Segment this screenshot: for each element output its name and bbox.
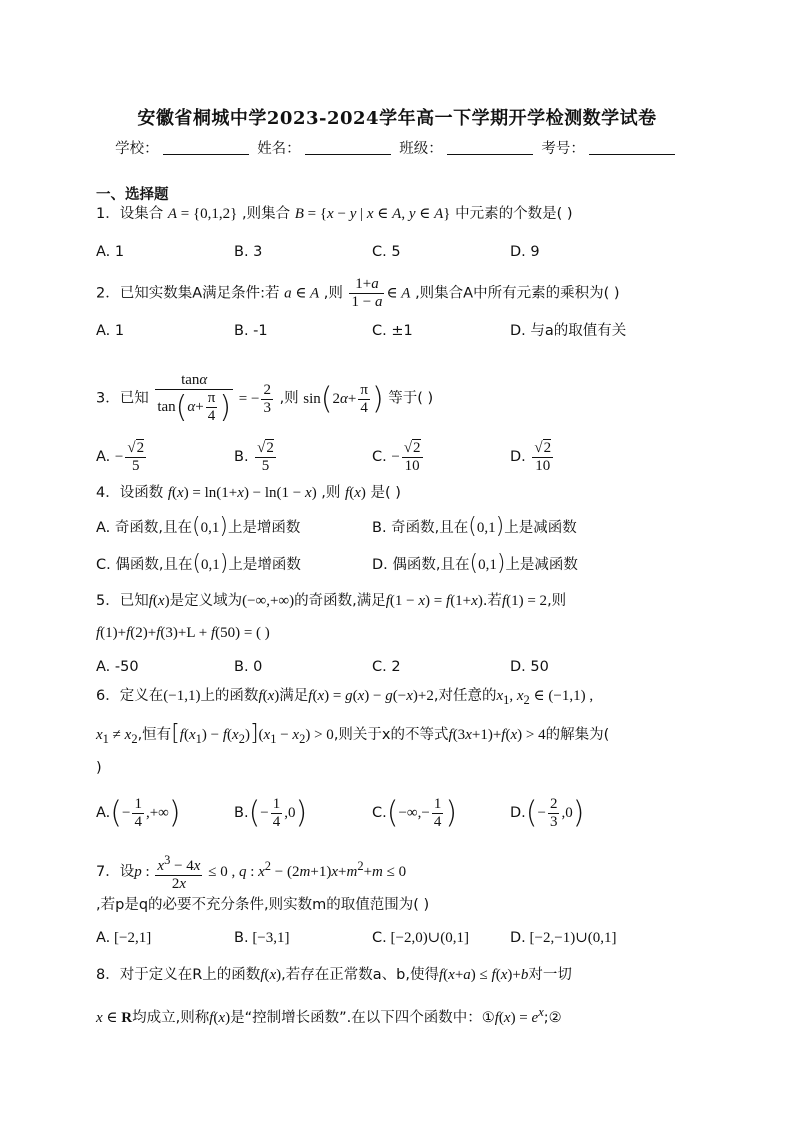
name-blank[interactable] <box>305 140 391 155</box>
section-heading: 一、选择题 <box>96 187 169 203</box>
q3-fraction: tanα tan(α+ $\frac{\pi}{4}$ ) <box>157 372 232 425</box>
q6-option-b[interactable]: B.(− $\frac{1}{4}$ ,0) <box>234 795 308 831</box>
q2-option-b[interactable]: B. -1 <box>234 323 268 339</box>
q1-math-a: A <box>167 206 178 222</box>
q3-math-sin: sin(2α+ $\frac{\pi}{4}$ ) <box>303 381 384 417</box>
q1-stem: 1．设集合 <box>96 206 164 222</box>
question-7: 7．设p : $\frac{x^3 - 4x}{2x}$ ≤ 0 , q : $x^2 - (2m+1)x+m^2+m \le 0$ <box>96 853 407 892</box>
q7-math-p: p : $\frac{x^3 - 4x}{2x}$ ≤ 0 , q : $x^2 - (2m+1)x+m^2+m \le 0$ <box>134 853 407 892</box>
q5-option-d[interactable]: D. 50 <box>510 659 549 675</box>
q2-option-c[interactable]: C. ±1 <box>372 323 413 339</box>
question-4 <box>96 483 401 503</box>
q6-option-a[interactable]: A.(− $\frac{1}{4}$ ,+∞) <box>96 795 181 831</box>
student-info-line <box>0 137 794 158</box>
q7-option-a[interactable]: A. [−2,1] <box>96 930 152 946</box>
q4-option-b[interactable]: B. 奇函数,且在(0,1)上是减函数 <box>372 514 577 539</box>
exam-title: 安徽省桐城中学2023-2024学年高一下学期开学检测数学试卷 <box>137 108 657 129</box>
q4-stem: 4．设函数 <box>96 485 164 501</box>
q2-stem: 2．已知实数集A满足条件:若 <box>96 285 280 302</box>
q3-stem-mid: ,则 <box>279 390 299 407</box>
q3-stem-end: 等于( ) <box>388 390 434 407</box>
question-5: 5．已知f(x)是定义域为(−∞,+∞)的奇函数,满足f(1 − x) = f(1+x).若f(1) = 2,则 <box>96 593 567 609</box>
q4-math-fx: f(x) <box>345 485 366 501</box>
q5-math-sum: f(1)+f(2)+f(3)+L + f(50) = ( ) <box>96 625 270 641</box>
question-8-line-2: x ∈ R均成立,则称f(x)是“控制增长函数”.在以下四个函数中：①f(x) = $e^x;②$ <box>96 1005 562 1026</box>
q6-option-d[interactable]: D.(− $\frac{2}{3}$ ,0) <box>510 795 585 831</box>
school-blank[interactable] <box>163 140 249 155</box>
q3-option-d[interactable]: D. $\frac{√2}{10}$ <box>510 440 552 474</box>
q3-option-b[interactable]: B. $\frac{√2}{5}$ <box>234 440 274 474</box>
question-1 <box>96 204 573 224</box>
school-label: 学校： <box>115 141 159 157</box>
number-label: 考号： <box>541 141 585 157</box>
class-blank[interactable] <box>447 140 533 155</box>
question-6-line-2: $x_1 \ne x_2$,恒有$[f(x_1) - f(x_2)](x_1 - x_2) > 0$,则关于x的不等式f(3x+1)+f(x) > 4的解集为( <box>96 721 610 746</box>
question-5-line-2 <box>96 623 270 643</box>
q1-math-set: = {0,1,2} <box>177 206 238 222</box>
q1-option-b[interactable]: B. 3 <box>234 244 263 260</box>
q3-option-a[interactable]: A. − $\frac{√2}{5}$ <box>96 440 145 474</box>
q4-option-d[interactable]: D. 偶函数,且在(0,1)上是减函数 <box>372 551 578 576</box>
q3-stem: 3．已知 <box>96 390 149 407</box>
q4-math-f: f(x) = ln(1+x) − ln(1 − x) <box>167 485 317 501</box>
q2-option-d[interactable]: D. 与a的取值有关 <box>510 323 627 339</box>
q4-option-c[interactable]: C. 偶函数,且在(0,1)上是增函数 <box>96 551 301 576</box>
q6-option-c[interactable]: C.(−∞,− $\frac{1}{4}$ ) <box>372 795 458 831</box>
q2-math-cond: a ∈ A <box>284 285 320 302</box>
q1-stem-mid: ,则集合 <box>241 206 291 222</box>
q5-option-b[interactable]: B. 0 <box>234 659 263 675</box>
q4-option-a[interactable]: A. 奇函数,且在(0,1)上是增函数 <box>96 514 301 539</box>
q3-math-eq: = − $\frac{2}{3}$ <box>235 381 271 416</box>
q3-option-c[interactable]: C. − $\frac{√2}{10}$ <box>372 440 421 474</box>
question-3 <box>96 372 433 425</box>
q1-math-b: B <box>294 206 304 222</box>
q1-option-a[interactable]: A. 1 <box>96 244 125 260</box>
question-8: 8．对于定义在R上的函数f(x),若存在正常数a、b,使得f(x+a) ≤ f(x)+b对一切 <box>96 967 572 983</box>
q5-option-c[interactable]: C. 2 <box>372 659 401 675</box>
class-label: 班级： <box>399 141 443 157</box>
q5-option-a[interactable]: A. -50 <box>96 659 139 675</box>
number-blank[interactable] <box>589 140 675 155</box>
q7-option-b[interactable]: B. [−3,1] <box>234 930 290 946</box>
q1-math-setb: = {x − y | x ∈ A, y ∈ A} <box>303 206 451 222</box>
question-2 <box>96 276 620 311</box>
q1-stem-end: 中元素的个数是( ) <box>455 206 573 222</box>
q2-stem-mid: ,则 <box>323 285 343 302</box>
q1-option-d[interactable]: D. 9 <box>510 244 540 260</box>
name-label: 姓名： <box>257 141 301 157</box>
q5-stem: 5．已知 <box>96 593 149 609</box>
q7-option-c[interactable]: C. [−2,0)∪(0,1] <box>372 930 469 946</box>
q7-option-d[interactable]: D. [−2,−1)∪(0,1] <box>510 930 617 946</box>
q2-option-a[interactable]: A. 1 <box>96 323 125 339</box>
question-7-line-2: ,若p是q的必要不充分条件,则实数m的取值范围为( ) <box>96 897 430 913</box>
q2-math-in: ∈ A <box>386 285 411 302</box>
q4-stem-end: 是( ) <box>370 485 401 501</box>
q2-stem-end: ,则集合A中所有元素的乘积为( ) <box>415 285 620 302</box>
question-6-line-3: ) <box>96 760 102 776</box>
q4-stem-mid: ,则 <box>321 485 341 501</box>
q1-option-c[interactable]: C. 5 <box>372 244 401 260</box>
q2-fraction: $\frac{1+a}{1 - a}$ <box>351 276 383 310</box>
question-6: 6．定义在(−1,1)上的函数f(x)满足f(x) = g(x) − g(−x)+2,对任意的$x_1$, $x_2$ ∈ (−1,1) , <box>96 688 594 707</box>
